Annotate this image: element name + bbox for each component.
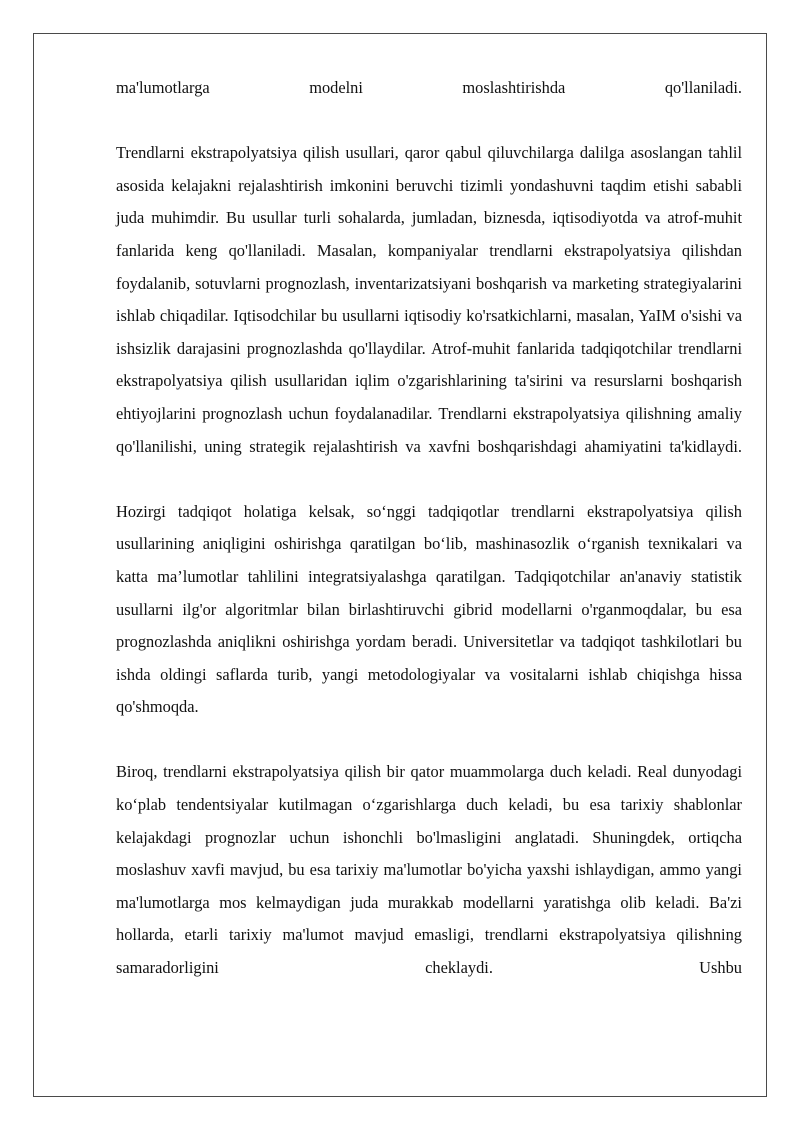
paragraph-4: Biroq, trendlarni ekstrapolyatsiya qilish bir qator muammolarga duch keladi. Real dunyodagi ko‘plab tendentsiyalar kutilmagan o‘zgarishlarga duch keladi, bu esa tarixiy shablonlar kelajakdagi prognozlar uchun ishonchli bo'lmasligini anglatadi. Shuningdek, ortiqcha moslashuv xavfi mavjud, bu esa tarixiy ma'lumotlar bo'yicha yaxshi ishlaydigan, ammo yangi ma'lumotlarga mos kelmaydigan juda murakkab modellarni yaratishga olib keladi. Ba'zi hollarda, etarli tarixiy ma'lumot mavjud emasligi, trendlarni ekstrapolyatsiya qilishning samaradorligini cheklaydi. Ushbu [116,762,742,978]
document-body [116,72,742,985]
paragraph-gap [116,463,742,496]
paragraph-2: Trendlarni ekstrapolyatsiya qilish usullari, qaror qabul qiluvchilarga dalilga asoslangan tahlil asosida kelajakni rejalashtirish imkonini beruvchi tizimli yondashuvni taqdim etishi sababli juda muhimdir. Bu usullar turli sohalarda, jumladan, biznesda, iqtisodiyotda va atrof-muhit fanlarida keng qo'llaniladi. Masalan, kompaniyalar trendlarni ekstrapolyatsiya qilishdan foydalanib, sotuvlarni prognozlash, inventarizatsiyani boshqarish va marketing strategiyalarini ishlab chiqadilar. Iqtisodchilar bu usullarni iqtisodiy ko'rsatkichlarni, masalan, YaIM o'sishi va ishsizlik darajasini prognozlashda qo'llaydilar. Atrof-muhit fanlarida tadqiqotchilar trendlarni ekstrapolyatsiya qilish usullaridan iqlim o'zgarishlarining ta'sirini va resurslarni boshqarish ehtiyojlarini prognozlash uchun foydalanadilar. Trendlarni ekstrapolyatsiya qilishning amaliy qo'llanilishi, uning strategik rejalashtirish va xavfni boshqarishdagi ahamiyatini ta'kidlaydi. [116,143,742,456]
paragraph-gap [116,724,742,757]
paragraph-3: Hozirgi tadqiqot holatiga kelsak, so‘nggi tadqiqotlar trendlarni ekstrapolyatsiya qilish usullarining aniqligini oshirishga qaratilgan bo‘lib, mashinasozlik o‘rganish texnikalari va katta ma’lumotlar tahlilini integratsiyalashga qaratilgan. Tadqiqotchilar an'anaviy statistik usullarni ilg'or algoritmlar bilan birlashtiruvchi gibrid modellarni o'rganmoqdalar, bu esa prognozlashda aniqlikni oshirishga yordam beradi. Universitetlar va tadqiqot tashkilotlari bu ishda oldingi saflarda turib, yangi metodologiyalar va vositalarni ishlab chiqishga hissa qo'shmoqda. [116,501,742,717]
paragraph-1: ma'lumotlarga modelni moslashtirishda qo'llaniladi. [116,78,742,97]
paragraph-gap [116,105,742,138]
